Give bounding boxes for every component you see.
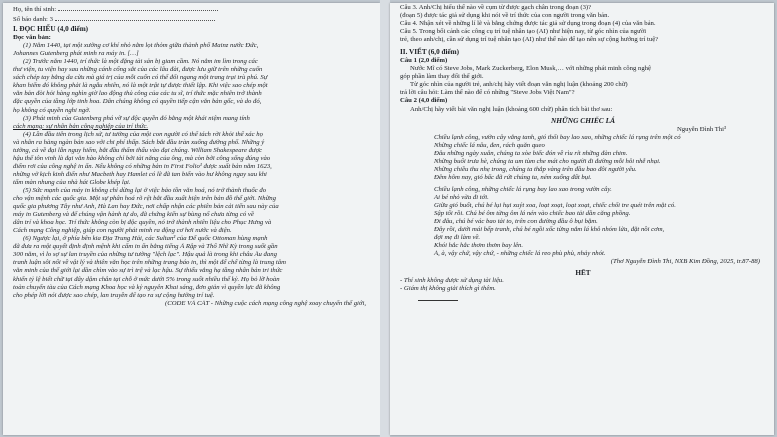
exam-page-right [390,3,774,435]
poem-line: Đêm hôm nay, gió bấc đã rứt chúng ta, ném xuống đất bụi. [434,173,592,181]
reading-questions [400,4,766,44]
text-line: sách chép tay bằng da cừu mà giá trị của mỗi cuốn có thể đổi ngang một trang trại trù phú. Sự [13,74,268,82]
read-text-label: Đọc văn bản: [13,34,51,42]
reading-passage [13,42,372,308]
text-line: tấm màn nhung của nhà hát Globe khép lại. [13,178,131,186]
poem-line: Những chiếc lá nâu, đen, rách quăn queo [434,141,545,149]
text-line: Câu 3. Anh/Chị hiểu thế nào về cụm từ được gạch chân trong đoạn (3)? [400,4,592,11]
text-line: trẻ, theo anh/chị, cần sử dụng trí tuệ nhân tạo (AI) như thế nào để tạo nên sự cộng hưởng trí tuệ? [400,36,659,44]
text-line: Cách mạng Công nghiệp, giúp con người phát minh ra động cơ hơi nước và điện. [13,227,232,235]
text-line: quốc gia phương Tây như Anh, Hà Lan hay Đức, nơi chấp nhận các phiên bản cải tiến sau này của [13,203,279,211]
poem-line: Ai bé nhỏ vừa đi tới. [434,193,489,201]
text-line: (3) Phát minh của Gutenberg phá vỡ sự độc quyền đó bằng một khái niệm mang tính [23,114,250,122]
poem-title: NHỮNG CHIẾC LÁ [550,115,616,125]
text-line: (đoạn 5) được tác giả sử dụng khi nói về trí thức của con người trong văn bản. [400,12,610,20]
text-line: văn minh của thế giới lại dần chìm vào sự trì trệ và lạc hậu. Sự thiếu vắng hạ tầng nhân bản tri thức [13,267,283,275]
poem-line: Giữa gió buốt, chú bé lụi hụi xuýt xoa, loạt xoạt, loạt xoạt, chiếc chổi tre quét trên mặt có. [434,201,676,209]
text-line: Câu 4. Nhận xét về những lí lẽ và bằng chứng được tác giả sử dụng trong đoạn (4) của văn bản. [400,20,656,28]
poem-body [400,134,766,259]
section-writing-title: II. VIẾT (6,0 điểm) [400,48,460,57]
question-2-title: Câu 2 (4,0 điểm) [400,97,448,105]
text-line: máy in Gutenberg và để chúng vận hành tự do, đã chứng kiến sự bùng nổ chưa từng có về [13,211,254,219]
text-line: toàn chuyến tàu của Cách mạng Khoa học và kỷ nguyên Khai sáng, đơn giản vì quyền lực đã không [13,283,281,291]
text-line: (1) Năm 1440, tại một xưởng cơ khí nhỏ nằm lọt thỏm giữa thành phố Mainz nước Đức, [23,42,259,50]
poem-author: Nguyễn Đình Thi³ [676,125,726,133]
text-line: (5) Sức mạnh của máy in không chỉ dừng lại ở việc bảo tồn văn hoá, nó trở thành thuốc đo [23,186,267,194]
text-line: Từ góc nhìn của người trẻ, anh/chị hãy viết đoạn văn nghị luận (khoảng 200 chữ) [410,81,628,89]
poem-line: Chiều lạnh công, vườn cây vắng tanh, gió thổi bay lao xao, những chiếc lá rụng trên một có [434,133,681,141]
text-line: (CODE VÀ CÁT - Những cuộc cách mạng công nghệ xoay chuyển thế giới, [165,299,366,307]
poem-line: Đâu những ngày xuân, chúng ta xòe biếc đón về rìu rít những đàn chim. [434,149,628,157]
poem-line: Sập tối rồi. Chú bé ôm từng ôm lá nén vào chiếc bao tải dần căng phồng. [434,210,631,218]
page-gap [380,0,390,437]
text-line: cách mạng: sự nhân bản công nghiệp của trí thức. [13,122,149,130]
text-line: dân trí và khoa học. Trí thức không còn bị độc quyền, nó trở thành nhiên liệu cho Phục Hưng và [13,219,272,227]
text-line: điểm rơi của công nghệ in ấn. Nếu không có những bản in First Folio¹ được xuất bản năm 1623, [13,162,272,170]
poem-line: Chiều lạnh công, những chiếc lá rụng bay lao xao trong vườn cây. [434,185,612,193]
candidate-name-line: Họ, tên thí sinh: [13,4,372,14]
poem-line: đợi mẹ đi làm về. [434,234,481,242]
text-line: (2) Trước năm 1440, trí thức là một đặng tài sản bị giam cầm. Nó nằm im lìm trong các [23,58,258,66]
footer-rule [418,300,458,301]
text-line: văn bản đòi hỏi hàng nghìn giờ lao động thủ công của các tu sĩ, trí thức mặc nhiên trở thành [13,90,262,98]
text-line: họ không có quyền nghi ngờ. [13,106,91,114]
text-line: (6) Ngược lại, ở phía bên kia Địa Trung Hải, các Sultan² của Đế quốc Ottoman hùng mạnh [23,235,268,243]
text-line: trả lời câu hỏi: Làm thế nào để có những "Steve Jobs Việt Nam"? [400,89,575,97]
text-line: những vở kịch kinh điển như Macbeth hay Hamlet có lẽ đã tan biến vào hư không ngay sau khi [13,170,267,178]
text-line: thư viện, tu viện hay sau những cánh cổng sắt của các lâu đài, được lưu giữ trên những cuốn [13,66,263,74]
text-line: tưởng, cả về đại lẫn nguy hiểm, bắt đầu thẩm thấu vào đại chúng. William Shakespeare được [13,146,263,154]
question-2-prompt: Anh/Chị hãy viết bài văn nghị luận (khoảng 600 chữ) phân tích bài thơ sau: [410,105,613,113]
text-line: góp phần làm thay đổi thế giới. [400,73,484,81]
poem-line: À, à, vậy chứ, vậy chứ, - những chiếc lá reo phù phù, nhảy nhót. [434,250,606,258]
text-line: cho phép lời nói được sao chép, lan truyền để tạo ra sự cộng hưởng trí tuệ. [13,291,215,299]
exam-page-left [3,3,380,435]
text-line: Johannes Gutenberg phát minh ra máy in. […] [13,50,139,58]
end-mark: HẾT [575,269,591,278]
text-line: và nhân ra hàng ngàn bản sao với chi phí thấp. Sách bắt đầu tràn xuống đường phố. Những ý [13,138,265,146]
text-line: tranh luận sôi nổi về vật lý và thiên văn học trên những trang báo in, thì một đế chế từng là trung tâm [13,259,286,267]
candidate-id-line: Số báo danh: 3 [13,14,372,24]
text-line: đã đưa ra một quyết định định mệnh khi cấm in ấn bằng tiếng Ả Rập và Thổ Nhĩ Kỳ trong suốt gần [13,243,278,251]
text-line: 300 năm, vì lo sợ sự lan truyền của những tư tưởng "lệch lạc". Hậu quả là trong khi châu Âu đang [13,251,277,259]
text-line: - Giám thị không giải thích gì thêm. [400,285,496,293]
text-line: Nước Mĩ có Steve Jobs, Mark Zuckerberg, Elon Musk,… với những phát minh công nghệ [410,65,651,73]
text-line: - Thí sinh không được sử dụng tài liệu. [400,277,504,285]
text-line: Câu 5. Trong bối cảnh các công cụ trí tuệ nhân tạo (AI) như hiện nay, từ góc nhìn của người [400,28,647,36]
text-line: hậu thế tôn vinh là đại văn hào không chỉ bởi tài năng của ông, mà còn bởi công sống đúng vào [13,154,271,162]
section-reading-title: I. ĐỌC HIỂU (4,0 điểm) [13,25,89,34]
exam-footer [400,277,766,293]
poem-line: Khói hắc hắc thơm thơm bay lên. [434,242,524,250]
question-1-title: Câu 1 (2,0 điểm) [400,57,448,65]
poem-line: Đi đâu, chú bé vác bao tải to, trên con đường đầu ô bụi bặm. [434,218,598,226]
text-line: khiến tỷ lệ biết chữ tại đây dậm chân tại chỗ ở mức dưới 5% trong suốt nhiều thế kỷ. Họ bỏ lỡ hoàn [13,275,280,283]
text-line: (4) Lần đầu tiên trong lịch sử, tư tưởng của một con người có thể tách rời khỏi thể xác họ [23,130,263,138]
text-line: cho vận mệnh các quốc gia. Một sự phân hoá rõ rệt bắt đầu xuất hiện trên bản đồ thế giới. Những [13,195,276,203]
poem-source: (Thơ Nguyễn Đình Thi, NXB Kim Đồng, 2025, tr.87-88) [610,258,760,266]
poem-line: Đây rồi, dưới mái bếp tranh, chú bé ngồi xốc từng nắm lá khô nhóm lửa, đặt nồi cơm, [434,226,665,234]
text-line: khan hiếm đó không phải là ngẫu nhiên, nó là một trật tự được thiết lập. Khi việc sao chép một [13,82,268,90]
poem-line: Những chiều thu nhẹ trong, chúng ta thắp vàng trên đầu bao đôi người yêu. [434,165,637,173]
text-line: đặc quyền của tầng lớp tinh hoa. Dân chúng không có quyền tiếp cận văn bản gốc, và do đó, [13,98,262,106]
poem-line: Những buổi trưa hè, chúng ta um tùm che mát cho người đi đường mỗi hôi nhễ nhại. [434,157,661,165]
question-1-body [400,65,766,97]
